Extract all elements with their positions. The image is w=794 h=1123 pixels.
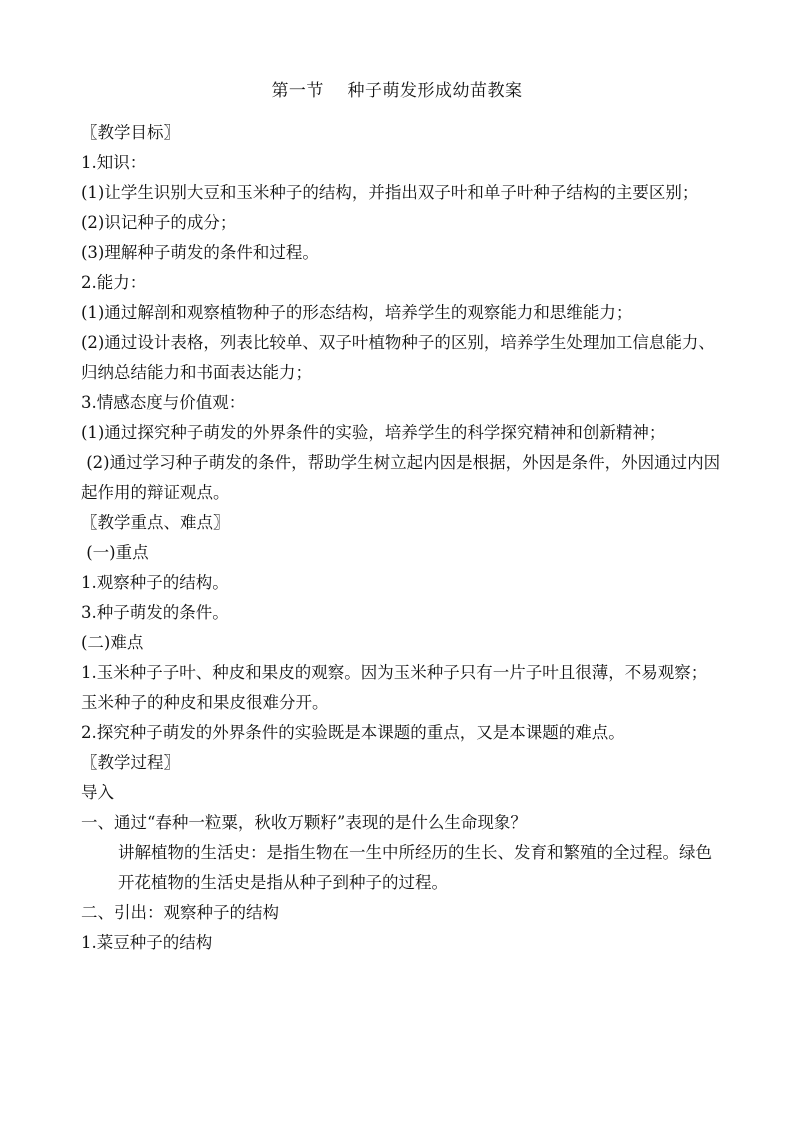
ability-heading: 2.能力： (81, 273, 147, 292)
key-point-2: 3.种子萌发的条件。 (81, 603, 229, 622)
emotion-item-2: (2)通过学习种子萌发的条件，帮助学生树立起内因是根据，外因是条件，外因通过内因起作用的辩证观点。 (81, 453, 721, 502)
knowledge-item-2: (2)识记种子的成分； (81, 213, 237, 232)
emotion-item-1: (1)通过探究种子萌发的外界条件的实验，培养学生的科学探究精神和创新精神； (81, 423, 666, 442)
intro-label: 导入 (81, 783, 114, 802)
page-title: 第一节 种子萌发形成幼苗教案 (271, 81, 523, 101)
ability-item-2: (2)通过设计表格，列表比较单、双子叶植物种子的区别，培养学生处理加工信息能力、归纳总结能力和书面表达能力； (81, 333, 715, 382)
key-point-subheading: (一)重点 (81, 543, 149, 562)
process-step-2: 二、引出：观察种子的结构 (81, 903, 279, 922)
key-point-1: 1.观察种子的结构。 (81, 573, 229, 592)
knowledge-heading: 1.知识： (81, 153, 147, 172)
emotion-heading: 3.情感态度与价值观： (81, 393, 246, 412)
ability-item-1: (1)通过解剖和观察植物种子的形态结构，培养学生的观察能力和思维能力； (81, 303, 633, 322)
knowledge-item-1: (1)让学生识别大豆和玉米种子的结构，并指出双子叶和单子叶种子结构的主要区别； (81, 183, 699, 202)
goal-heading: 〖教学目标〗 (81, 123, 180, 142)
difficulty-1: 1.玉米种子子叶、种皮和果皮的观察。因为玉米种子只有一片子叶且很薄，不易观察；玉米种子的种皮和果皮很难分开。 (81, 663, 708, 712)
key-difficulty-heading: 〖教学重点、难点〗 (81, 513, 230, 532)
process-step-1-detail: 讲解植物的生活史：是指生物在一生中所经历的生长、发育和繁殖的全过程。绿色开花植物的生活史是指从种子到种子的过程。 (118, 843, 712, 892)
difficulty-2: 2.探究种子萌发的外界条件的实验既是本课题的重点，又是本课题的难点。 (81, 723, 625, 742)
process-step-1: 一、通过“春种一粒粟，秋收万颗籽”表现的是什么生命现象？ (81, 813, 527, 832)
process-heading: 〖教学过程〗 (81, 753, 180, 772)
knowledge-item-3: (3)理解种子萌发的条件和过程。 (81, 243, 319, 262)
difficulty-subheading: (二)难点 (81, 633, 144, 652)
process-step-2-item-1: 1.菜豆种子的结构 (81, 933, 213, 952)
document-body (81, 118, 721, 958)
